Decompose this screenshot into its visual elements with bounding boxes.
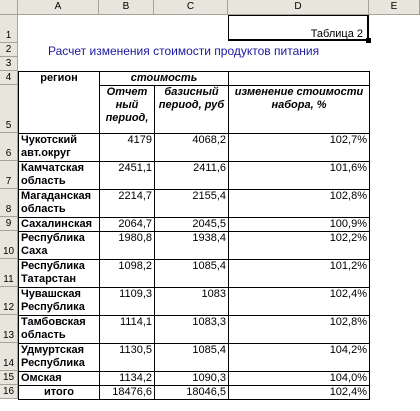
row-header-12[interactable]: 12 xyxy=(0,287,18,315)
reporting-value-cell-text: 1098,2 xyxy=(118,260,152,272)
change-value-cell[interactable] xyxy=(228,259,370,288)
reporting-value-cell[interactable] xyxy=(99,217,155,232)
column-header-a[interactable]: A xyxy=(18,0,99,15)
reporting-value-cell-text: 1980,8 xyxy=(118,232,152,244)
change-value-cell[interactable] xyxy=(228,217,370,232)
change-value-cell[interactable] xyxy=(228,343,370,372)
change-value-cell-text: 102,2% xyxy=(329,232,367,244)
fill-handle[interactable] xyxy=(366,38,371,43)
change-value-cell[interactable] xyxy=(228,385,370,400)
region-cell-text: Омская xyxy=(21,372,62,384)
header-reporting-period-text: период, xyxy=(105,112,149,124)
header-reporting-period[interactable] xyxy=(99,85,155,134)
change-value-cell-text: 104,2% xyxy=(329,344,367,356)
base-value-cell[interactable] xyxy=(154,161,229,190)
region-cell-text: Татарстан xyxy=(21,273,77,285)
reporting-value-cell-text: 18476,6 xyxy=(112,386,152,398)
change-value-cell[interactable] xyxy=(228,315,370,344)
change-value-cell-text: 102,4% xyxy=(329,386,367,398)
row-header-10[interactable]: 10 xyxy=(0,231,18,259)
column-header-c[interactable]: C xyxy=(154,0,228,15)
base-value-cell-text: 18046,5 xyxy=(186,386,226,398)
change-value-cell[interactable] xyxy=(228,161,370,190)
header-blank-d4[interactable] xyxy=(228,71,370,86)
reporting-value-cell[interactable] xyxy=(99,343,155,372)
change-value-cell-text: 101,2% xyxy=(329,260,367,272)
header-change-text: изменение стоимости xyxy=(234,86,364,98)
region-cell-text: Республика xyxy=(21,232,85,244)
column-header-b[interactable]: B xyxy=(99,0,154,15)
base-value-cell-text: 1083,3 xyxy=(192,316,226,328)
region-cell[interactable] xyxy=(18,133,100,162)
base-value-cell-text: 1090,3 xyxy=(192,372,226,384)
row-header-2[interactable]: 2 xyxy=(0,43,18,57)
base-value-cell[interactable] xyxy=(154,385,229,400)
base-value-cell-text: 1083 xyxy=(201,288,226,300)
row-header-9[interactable]: 9 xyxy=(0,217,18,231)
row-header-14[interactable]: 14 xyxy=(0,343,18,371)
region-cell-text: Республика xyxy=(21,301,85,313)
change-value-cell-text: 102,4% xyxy=(329,288,367,300)
row-header-4[interactable]: 4 xyxy=(0,71,18,85)
change-value-cell[interactable] xyxy=(228,231,370,260)
region-cell-text: Камчатская xyxy=(21,162,85,174)
region-cell[interactable] xyxy=(18,217,100,232)
reporting-value-cell[interactable] xyxy=(99,259,155,288)
base-value-cell-text: 4068,2 xyxy=(192,134,226,146)
change-value-cell-text: 102,8% xyxy=(329,316,367,328)
base-value-cell[interactable] xyxy=(154,189,229,218)
reporting-value-cell[interactable] xyxy=(99,315,155,344)
base-value-cell-text: 1085,4 xyxy=(192,260,226,272)
region-cell-text: область xyxy=(21,329,66,341)
base-value-cell[interactable] xyxy=(154,315,229,344)
row-header-5[interactable]: 5 xyxy=(0,85,18,133)
change-value-cell[interactable] xyxy=(228,287,370,316)
header-change[interactable] xyxy=(228,85,370,134)
reporting-value-cell-text: 1114,1 xyxy=(119,316,152,328)
header-cost-text: стоимость xyxy=(130,72,198,84)
header-base-period-text: базисный xyxy=(164,86,219,98)
table-label-cell[interactable]: Таблица 2 xyxy=(228,15,369,41)
reporting-value-cell[interactable] xyxy=(99,371,155,386)
header-reporting-period-text: ный xyxy=(115,99,139,111)
row-header-3[interactable]: 3 xyxy=(0,57,18,71)
reporting-value-cell[interactable] xyxy=(99,385,155,400)
header-region-text: регион xyxy=(40,72,78,84)
reporting-value-cell[interactable] xyxy=(99,231,155,260)
change-value-cell[interactable] xyxy=(228,133,370,162)
column-header-e[interactable]: E xyxy=(369,0,420,15)
region-cell-text: Республика xyxy=(21,357,85,369)
region-cell[interactable] xyxy=(18,371,100,386)
region-cell-text: Сахалинская xyxy=(21,218,92,230)
region-cell-text: Удмуртская xyxy=(21,344,85,356)
region-cell-text: Чукотский xyxy=(21,134,78,146)
row-header-11[interactable]: 11 xyxy=(0,259,18,287)
row-header-13[interactable]: 13 xyxy=(0,315,18,343)
row-header-1[interactable]: 1 xyxy=(0,15,18,43)
region-cell-text: Тамбовская xyxy=(21,316,86,328)
base-value-cell[interactable] xyxy=(154,287,229,316)
reporting-value-cell[interactable] xyxy=(99,133,155,162)
region-cell[interactable] xyxy=(18,189,100,218)
reporting-value-cell-text: 2451,1 xyxy=(118,162,152,174)
reporting-value-cell[interactable] xyxy=(99,189,155,218)
base-value-cell[interactable] xyxy=(154,217,229,232)
region-cell[interactable] xyxy=(18,161,100,190)
base-value-cell-text: 2045,5 xyxy=(192,218,226,230)
header-base-period[interactable] xyxy=(154,85,229,134)
region-cell[interactable] xyxy=(18,231,100,260)
base-value-cell[interactable] xyxy=(154,259,229,288)
region-cell-text: Чувашская xyxy=(21,288,81,300)
row-header-7[interactable]: 7 xyxy=(0,161,18,189)
region-cell-text: область xyxy=(21,203,66,215)
reporting-value-cell-text: 2064,7 xyxy=(118,218,152,230)
reporting-value-cell-text: 1134,2 xyxy=(119,372,152,384)
reporting-value-cell-text: 1109,3 xyxy=(119,288,152,300)
base-value-cell-text: 1085,4 xyxy=(192,344,226,356)
base-value-cell-text: 1938,4 xyxy=(192,232,226,244)
sheet-title[interactable]: Расчет изменения стоимости продуктов питания xyxy=(48,44,320,58)
base-value-cell[interactable] xyxy=(154,231,229,260)
row-header-15[interactable]: 15 xyxy=(0,371,18,385)
reporting-value-cell[interactable] xyxy=(99,161,155,190)
region-cell-text: Саха xyxy=(21,245,48,257)
region-cell-text: итого xyxy=(44,386,74,398)
header-cost[interactable] xyxy=(99,71,229,86)
region-cell-text: Магаданская xyxy=(21,190,92,202)
region-cell[interactable] xyxy=(18,385,100,400)
header-change-text: набора, % xyxy=(271,99,327,111)
base-value-cell[interactable] xyxy=(154,343,229,372)
row-header-16[interactable]: 16 xyxy=(0,385,18,399)
header-base-period-text: период, руб xyxy=(158,99,225,111)
reporting-value-cell[interactable] xyxy=(99,287,155,316)
row-header-6[interactable]: 6 xyxy=(0,133,18,161)
change-value-cell-text: 104,0% xyxy=(329,372,367,384)
reporting-value-cell-text: 4179 xyxy=(127,134,152,146)
base-value-cell-text: 2155,4 xyxy=(192,190,226,202)
header-region[interactable] xyxy=(18,71,100,134)
select-all-corner[interactable] xyxy=(0,0,18,15)
region-cell-text: область xyxy=(21,175,66,187)
change-value-cell-text: 100,9% xyxy=(329,218,367,230)
reporting-value-cell-text: 1130,5 xyxy=(119,344,152,356)
change-value-cell-text: 101,6% xyxy=(329,162,367,174)
region-cell[interactable] xyxy=(18,315,100,344)
region-cell[interactable] xyxy=(18,343,100,372)
change-value-cell-text: 102,7% xyxy=(329,134,367,146)
region-cell-text: Республика xyxy=(21,260,85,272)
region-cell[interactable] xyxy=(18,287,100,316)
base-value-cell[interactable] xyxy=(154,133,229,162)
base-value-cell-text: 2411,6 xyxy=(193,162,226,174)
change-value-cell[interactable] xyxy=(228,371,370,386)
region-cell-text: авт.округ xyxy=(21,147,71,159)
reporting-value-cell-text: 2214,7 xyxy=(118,190,152,202)
change-value-cell[interactable] xyxy=(228,189,370,218)
row-header-8[interactable]: 8 xyxy=(0,189,18,217)
header-reporting-period-text: Отчет xyxy=(106,86,148,98)
column-header-d[interactable]: D xyxy=(228,0,369,15)
region-cell[interactable] xyxy=(18,259,100,288)
base-value-cell[interactable] xyxy=(154,371,229,386)
change-value-cell-text: 102,8% xyxy=(329,190,367,202)
